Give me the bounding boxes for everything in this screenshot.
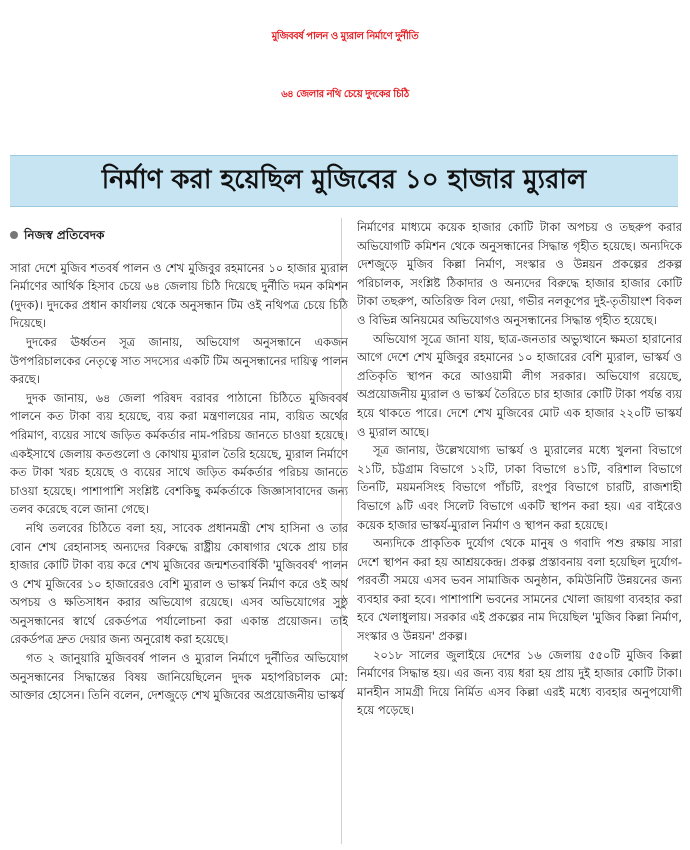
headline-line-1: মুজিববর্ষ পালন ও ম্যুরাল নির্মাণে দুর্নীতি <box>271 31 419 42</box>
paragraph: ২০১৮ সালের জুলাইয়ে দেশের ১৬ জেলায় ৫৫০টি মুজিব কিল্লা নির্মাণের সিদ্ধান্ত হয়। এর জন্য ব্যয় ধরা হয় প্রায় দুই হাজার কোটি টাকা। মানহীন সামগ্রী দিয়ে নির্মিত এসব কিল্লা এরই মধ্যে ব্যবহার অনুপযোগী হয়ে পড়েছে। <box>357 647 682 718</box>
paragraph: দুদকের ঊর্ধ্বতন সূত্র জানায়, অভিযোগ অনুসন্ধানে একজন উপপরিচালকের নেতৃত্বে সাত সদস্যের একটি টিম অনুসন্ধানের দায়িত্ব পালন করছে। <box>10 334 348 387</box>
paragraph: অভিযোগ সূত্রে জানা যায়, ছাত্র-জনতার অভ্যুত্থানে ক্ষমতা হারানোর আগে দেশে শেখ মুজিবুর রহমানের ১০ হাজারের বেশি ম্যুরাল, ভাস্কর্য ও প্রতিকৃতি স্থাপন করে আওয়ামী লীগ সরকার। অভিযোগ রয়েছে, অপ্রয়োজনীয় ম্যুরাল ও ভাস্কর্য তৈরিতে চার হাজার কোটি টাকা পর্যন্ত ব্যয় হয়ে থাকতে পারে। দেশে শেখ মুজিবের মোট এক হাজার ২২০টি ভাস্কর্য ও ম্যুরাল আছে। <box>357 331 682 439</box>
paragraph: সারা দেশে মুজিব শতবর্ষ পালন ও শেখ মুজিবুর রহমানের ১০ হাজার ম্যুরাল নির্মাণের আর্থিক হিসাব চেয়ে ৬৪ জেলায় চিঠি দিয়েছে দুর্নীতি দমন কমিশন (দুদক)। দুদকের প্রধান কার্যালয় থেকে অনুসন্ধান টিম ওই নথিপত্র চেয়ে চিঠি দিয়েছে। <box>10 260 348 331</box>
article-column-left <box>10 218 348 844</box>
byline-text: নিজস্ব প্রতিবেদক <box>24 228 105 242</box>
paragraph: গত ২ জানুয়ারি মুজিববর্ষ পালন ও ম্যুরাল নির্মাণে দুর্নীতির অভিযোগ অনুসন্ধানের সিদ্ধান্তের বিষয় জানিয়েছিলেন দুদক মহাপরিচালক মো: আক্তার হোসেন। তিনি বলেন, দেশজুড়ে শেখ মুজিবের অপ্রয়োজনীয় ভাস্কর্য <box>10 651 348 703</box>
article-body <box>10 218 682 844</box>
subheadline-band <box>10 155 678 207</box>
paragraph: নির্মাণের মাধ্যমে কয়েক হাজার কোটি টাকা অপচয় ও তছরুপ করার অভিযোগটি কমিশন থেকে অনুসন্ধানের সিদ্ধান্ত গৃহীত হয়েছে। অন্যদিকে দেশজুড়ে মুজিব কিল্লা নির্মাণ, সংস্কার ও উন্নয়ন প্রকল্পের প্রকল্প পরিচালক, সংশ্লিষ্ট ঠিকাদার ও অন্যদের বিরুদ্ধে হাজার হাজার কোটি টাকা তছরুপ, অতিরিক্ত বিল দেয়া, গভীর নলকূপের দুই-তৃতীয়াংশ বিকল ও বিভিন্ন অনিয়মের অভিযোগও অনুসন্ধানের সিদ্ধান্ত গৃহীত হয়েছে। <box>357 220 682 327</box>
paragraph: অন্যদিকে প্রাকৃতিক দুর্যোগ থেকে মানুষ ও গবাদি পশু রক্ষায় সারা দেশে স্থাপন করা হয় আশ্রয়কেন্দ্র। প্রকল্প প্রস্তাবনায় বলা হয়েছিল দুর্যোগ-পরবর্তী সময়ে এসব ভবন সামাজিক অনুষ্ঠান, কমিউনিটি উন্নয়নের জন্য ব্যবহার করা হবে। পাশাপাশি ভবনের সামনের খোলা জায়গা ব্যবহার করা হবে খেলাধুলায়। সরকার এই প্রকল্পের নাম দিয়েছিল 'মুজিব কিল্লা নির্মাণ, সংস্কার ও উন্নয়ন' প্রকল্প। <box>357 536 682 644</box>
byline <box>10 226 348 245</box>
paragraph: নথি তলবের চিঠিতে বলা হয়, সাবেক প্রধানমন্ত্রী শেখ হাসিনা ও তার বোন শেখ রেহানাসহ অন্যদের বিরুদ্ধে রাষ্ট্রীয় কোষাগার থেকে প্রায় চার হাজার কোটি টাকা ব্যয় করে শেখ মুজিবের জন্মশতবার্ষিকী 'মুজিববর্ষ' পালন ও শেখ মুজিবের ১০ হাজারেরও বেশি ম্যুরাল ও ভাস্কর্য নির্মাণ করে ওই অর্থ অপচয় ও ক্ষতিসাধন করার অভিযোগ রয়েছে। এসব অভিযোগের সুষ্ঠু অনুসন্ধানের স্বার্থে রেকর্ডপত্র পর্যালোচনা করা একান্ত প্রয়োজন। তাই রেকর্ডপত্র দ্রুত দেয়ার জন্য অনুরোধ করা হয়েছে। <box>10 520 348 647</box>
headline <box>0 8 690 124</box>
article-column-right <box>357 218 682 844</box>
paragraph: সূত্র জানায়, উল্লেখযোগ্য ভাস্কর্য ও ম্যুরালের মধ্যে খুলনা বিভাগে ২১টি, চট্টগ্রাম বিভাগে ১২টি, ঢাকা বিভাগে ৪১টি, বরিশাল বিভাগে তিনটি, ময়মনসিংহ বিভাগে পাঁচটি, রংপুর বিভাগে চারটি, রাজশাহী বিভাগে ৯টি এবং সিলেট বিভাগে একটি স্থাপন করা হয়। এর বাইরেও কয়েক হাজার ভাস্কর্য-ম্যুরাল নির্মাণ ও স্থাপন করা হয়েছে। <box>357 443 682 532</box>
subheadline: নির্মাণ করা হয়েছিল মুজিবের ১০ হাজার ম্যুরাল <box>101 165 587 195</box>
bullet-icon <box>10 231 18 239</box>
paragraph: দুদক জানায়, ৬৪ জেলা পরিষদ বরাবর পাঠানো চিঠিতে মুজিববর্ষ পালনে কত টাকা ব্যয় হয়েছে, ব্যয় করা মন্ত্রণালয়ের নাম, ব্যয়িত অর্থের পরিমাণ, ব্যয়ের সাথে জড়িত কর্মকর্তার নাম-পরিচয় জানতে চাওয়া হয়েছে। একইসাথে জেলায় কতগুলো ও কোথায় ম্যুরাল তৈরি হয়েছে, ম্যুরাল নির্মাণে কত টাকা খরচ হয়েছে ও ব্যয়ের সাথে জড়িত কর্মকর্তার পরিচয় জানতে চাওয়া হয়েছে। পাশাপাশি সংশ্লিষ্ট বেশকিছু কর্মকর্তাকে জিজ্ঞাসাবাদের জন্য তলব করেছে বলে জানা গেছে। <box>10 390 348 517</box>
headline-line-2: ৬৪ জেলার নথি চেয়ে দুদকের চিঠি <box>281 89 409 100</box>
